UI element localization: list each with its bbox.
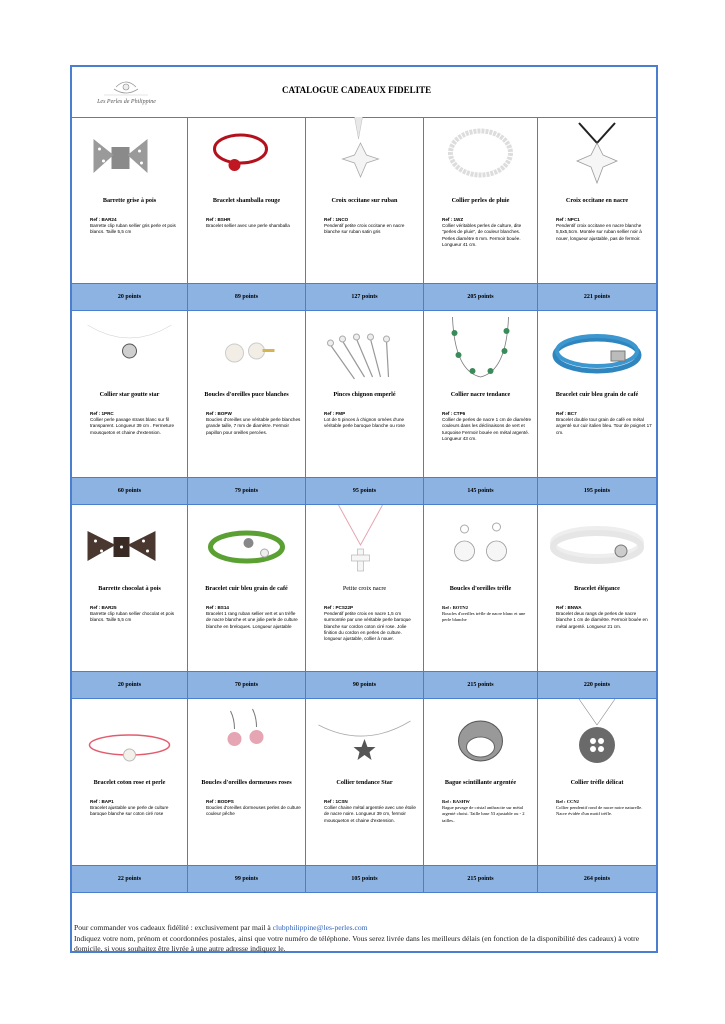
- product-card: [306, 311, 424, 477]
- pearl-bracelet-icon: [538, 505, 656, 583]
- product-ref: Ref : BOPW: [206, 411, 232, 416]
- product-desc-text: Boucles d'oreilles dormeuses perles de culture couleur pêche: [206, 805, 301, 817]
- points-value: 127 points: [306, 284, 424, 310]
- points-value: 20 points: [72, 284, 188, 310]
- product-card: [72, 699, 188, 865]
- product-card: [424, 117, 538, 283]
- product-ref: Ref : 1NCO: [324, 217, 349, 222]
- product-description: [556, 605, 652, 630]
- clover-pendant-icon: [538, 699, 656, 777]
- product-ref: Ref : BS14: [206, 605, 229, 610]
- product-card: [538, 311, 656, 477]
- product-desc-text: Boucles d'oreilles trèfle de nacre blanc et une perle blanche: [442, 611, 526, 623]
- points-value: 195 points: [583, 488, 611, 494]
- product-card: [188, 311, 306, 477]
- clover-earrings-icon: [424, 505, 537, 583]
- product-name: Barrette grise à pois: [102, 197, 157, 204]
- points-value: 215 points: [424, 866, 538, 892]
- product-desc-text: Bague pavage de cristal anthracite sur métal argenté choisi. Taille base 53 ajustable ou - 2 tailles..: [442, 805, 525, 823]
- product-name: Collier perles de pluie: [451, 197, 510, 204]
- product-row: [72, 117, 656, 283]
- product-description: [324, 411, 419, 430]
- product-name: Collier nacre tendance: [450, 391, 511, 398]
- product-desc-text: Collier chaine métal argentée avec une étoile de nacre noire. Longueur 39 cm, fermoir mousqueton et chaine d'extension.: [324, 805, 416, 823]
- logo-text: Les Perles de Philippine: [97, 99, 156, 105]
- product-description: [206, 217, 301, 229]
- order-email-link[interactable]: clubphilippine@les-perles.com: [272, 923, 368, 932]
- points-value: 220 points: [583, 682, 611, 688]
- pearl-necklace-icon: [424, 117, 537, 195]
- product-ref: Ref : CTP6: [442, 411, 466, 416]
- product-description: [206, 605, 301, 630]
- product-description: [324, 799, 419, 824]
- product-card: [306, 117, 424, 283]
- product-card: [538, 117, 656, 283]
- product-ref: Ref : BAP1: [90, 799, 114, 804]
- mother-of-pearl-cross-icon: [538, 117, 656, 195]
- product-desc-text: Barrette clip ruban sellier gris perle et pois blancs. Taille 5,5 cm: [90, 223, 176, 235]
- order-text: Pour commander vos cadeaux fidélité : exclusivement par mail à: [74, 923, 273, 932]
- product-name: Barrette chocolat à pois: [98, 585, 161, 592]
- points-bar: [72, 477, 656, 505]
- product-card: [424, 505, 538, 671]
- points-value: 90 points: [306, 672, 424, 698]
- points-bar: [72, 283, 656, 311]
- product-desc-text: Pendentif petite croix occitane en nacre blanche sur ruban satin gris: [324, 223, 405, 235]
- grey-bow-barrette-icon: [72, 117, 187, 195]
- product-card: [538, 505, 656, 671]
- chocolate-bow-barrette-icon: [72, 505, 187, 583]
- product-desc-text: Collier pendentif rond de nacre noire naturelle. Nacre évidée d'un motif trèfle.: [556, 805, 643, 817]
- points-value: 221 points: [583, 294, 611, 300]
- product-description: [324, 217, 419, 236]
- product-description: [324, 605, 419, 642]
- product-name: Collier star goutte star: [99, 391, 160, 398]
- product-description: [90, 799, 183, 818]
- product-desc-text: Collier perle pavage strass blanc sur fil transparent. Longueur 39 cm . Fermeture mousqueton et chaine d'extension.: [90, 417, 175, 435]
- product-ref: Ref : BOTN2: [442, 605, 469, 610]
- product-description: [442, 799, 533, 824]
- points-value: 20 points: [72, 672, 188, 698]
- product-ref: Ref : BNWA: [556, 605, 582, 610]
- sparkling-ring-icon: [424, 699, 537, 777]
- product-name: Boucles d'oreilles trèfle: [449, 585, 512, 592]
- product-row: [72, 311, 656, 477]
- points-value: 70 points: [188, 672, 306, 698]
- points-value: 99 points: [188, 866, 306, 892]
- product-ref: Ref : CCN2: [556, 799, 579, 804]
- points-value: 145 points: [424, 478, 538, 504]
- product-description: [90, 605, 183, 624]
- delivery-text: Indiquez votre nom, prénom et coordonnées postales, ainsi que votre numéro de téléphone. Vous serez livrée dans les meilleurs délais (en fonction de la disponibilité des cadeaux) à votre domicile, si vous souhaitez être livrée à une autre adresse indiquez le.: [74, 933, 640, 953]
- mother-of-pearl-necklace-icon: [424, 311, 537, 389]
- pink-drop-earrings-icon: [188, 699, 305, 777]
- product-name: Croix occitane sur ruban: [331, 197, 398, 204]
- occitan-cross-pendant-icon: [306, 117, 423, 195]
- points-value: 79 points: [188, 478, 306, 504]
- product-card: [72, 505, 188, 671]
- points-bar: [72, 671, 656, 699]
- product-card: [188, 505, 306, 671]
- product-description: [206, 411, 301, 436]
- product-ref: Ref : BSHR: [206, 217, 231, 222]
- points-value: 22 points: [72, 866, 188, 892]
- product-desc-text: Collier véritables perles de culture, dite "perles de pluie", de couleur blanches. Perles diamètre 6 mm. Fermoir bouée. Longueur 41 cm.: [442, 223, 522, 247]
- product-desc-text: Bracelet ajustable une perle de culture baroque blanche sur coton ciré rose: [90, 805, 169, 817]
- product-desc-text: Bracelet deux rangs de perles de nacre blanche 1 cm de diamètre. Fermoir bouée en métal argenté. Longueur 21 cm.: [556, 611, 648, 629]
- product-name: Bague scintillante argentée: [444, 779, 517, 786]
- product-desc-text: Pendentif croix occitane en nacre blanche 5,5x5,5cm. Montée sur ruban sellier noir à nouer, longueur ajustable, pas de fermoir.: [556, 223, 642, 241]
- page-title: CATALOGUE CADEAUX FIDELITE: [282, 85, 432, 95]
- product-ref: Ref : 1CSN: [324, 799, 348, 804]
- points-value: 105 points: [306, 866, 424, 892]
- product-ref: Ref : NPC1: [556, 217, 580, 222]
- product-ref: Ref : PCS22P: [324, 605, 354, 610]
- product-desc-text: Bracelet sellier avec une perle shamballa: [206, 223, 290, 229]
- product-card: [306, 699, 424, 865]
- product-desc-text: Collier de perles de nacre 1 cm de diamètre couleurs dans les déclinaisons de vert et turquoise Fermoir bouée en métal argenté. Longueur 43 cm.: [442, 417, 532, 441]
- product-desc-text: Barrette clip ruban sellier chocolat et pois blancs. Taille 5,5 cm: [90, 611, 175, 623]
- points-value: 89 points: [188, 284, 306, 310]
- product-ref: Ref : BODPS: [206, 799, 234, 804]
- product-name: Boucles d'oreilles dormeuses roses: [201, 779, 292, 786]
- product-name: Bracelet cuir bleu grain de café: [555, 391, 639, 398]
- product-description: [206, 799, 301, 818]
- product-description: [442, 605, 533, 624]
- product-row: [72, 699, 656, 865]
- product-name: Boucles d'oreilles puce blanches: [204, 391, 289, 398]
- product-ref: Ref : 1WZ: [442, 217, 464, 222]
- product-card: [538, 699, 656, 865]
- product-description: [442, 411, 533, 442]
- pink-cotton-bracelet-icon: [72, 699, 187, 777]
- product-name: Bracelet élégance: [574, 585, 620, 592]
- product-ref: Ref : BASHW: [442, 799, 470, 804]
- product-name: Pinces chignon emperlé: [333, 391, 396, 398]
- product-card: [188, 699, 306, 865]
- product-ref: Ref : BAR25: [90, 605, 117, 610]
- product-desc-text: Lot de 5 pinces à chignon ornées d'une véritable perle baroque blanche ou rose: [324, 417, 405, 429]
- product-name: Petite croix nacre: [342, 585, 387, 592]
- green-ribbon-bracelet-icon: [188, 505, 305, 583]
- pearl-logo-icon: [84, 73, 169, 111]
- points-value: 205 points: [424, 284, 538, 310]
- order-instructions: [74, 923, 654, 955]
- product-card: [188, 117, 306, 283]
- product-card: [72, 117, 188, 283]
- points-value: 264 points: [583, 876, 611, 882]
- product-row: [72, 505, 656, 671]
- product-desc-text: Bracelet double tour grain de café en métal argenté sur cuir italien bleu. Tour de poignet 17 cm.: [556, 417, 652, 435]
- product-description: [556, 411, 652, 436]
- points-value: 60 points: [72, 478, 188, 504]
- star-necklace-icon: [306, 699, 423, 777]
- product-description: [90, 217, 183, 236]
- red-shamballa-bracelet-icon: [188, 117, 305, 195]
- rhinestone-necklace-icon: [72, 311, 187, 389]
- brand-logo: [84, 73, 169, 111]
- product-ref: Ref : BAR24: [90, 217, 117, 222]
- catalogue-frame: [70, 65, 658, 953]
- product-name: Croix occitane en nacre: [565, 197, 629, 204]
- product-description: [556, 217, 652, 242]
- product-ref: Ref : BC7: [556, 411, 577, 416]
- product-name: Collier trèfle délicat: [570, 779, 624, 786]
- points-value: 215 points: [424, 672, 538, 698]
- blue-leather-bracelet-icon: [538, 311, 656, 389]
- product-desc-text: Bracelet 1 rang ruban sellier vert et un trèfle de nacre blanche et une jolie perle de culture blanche en breloques. Longueur ajustable: [206, 611, 298, 629]
- product-ref: Ref : 1PRC: [90, 411, 114, 416]
- product-description: [442, 217, 533, 248]
- product-description: [90, 411, 183, 436]
- points-value: 95 points: [306, 478, 424, 504]
- product-card: [72, 311, 188, 477]
- product-description: [556, 799, 652, 818]
- catalogue-header: [72, 67, 656, 118]
- product-name: Bracelet shamballa rouge: [212, 197, 281, 204]
- hair-pins-icon: [306, 311, 423, 389]
- product-card: [306, 505, 424, 671]
- product-ref: Ref : FMP: [324, 411, 346, 416]
- product-name: Collier tendance Star: [336, 779, 393, 786]
- small-cross-pendant-icon: [306, 505, 423, 583]
- product-name: Bracelet cuir bleu grain de café: [205, 585, 288, 592]
- product-name: Bracelet coton rose et perle: [93, 779, 166, 786]
- product-desc-text: Boucles d'oreilles une véritable perle blanches grande taille, 7 mm de diamètre. Fermoir papillon pour oreilles percées.: [206, 417, 301, 435]
- product-card: [424, 311, 538, 477]
- points-bar: [72, 865, 656, 893]
- pearl-stud-earrings-icon: [188, 311, 305, 389]
- product-card: [424, 699, 538, 865]
- product-desc-text: Pendentif petite croix en nacre 1,5 cm surmontée par une véritable perle baroque blanche sur cordon coton ciré rose. Jolie finition du cordon en perles de culture. longueur ajustable, collier à nouer.: [324, 611, 411, 642]
